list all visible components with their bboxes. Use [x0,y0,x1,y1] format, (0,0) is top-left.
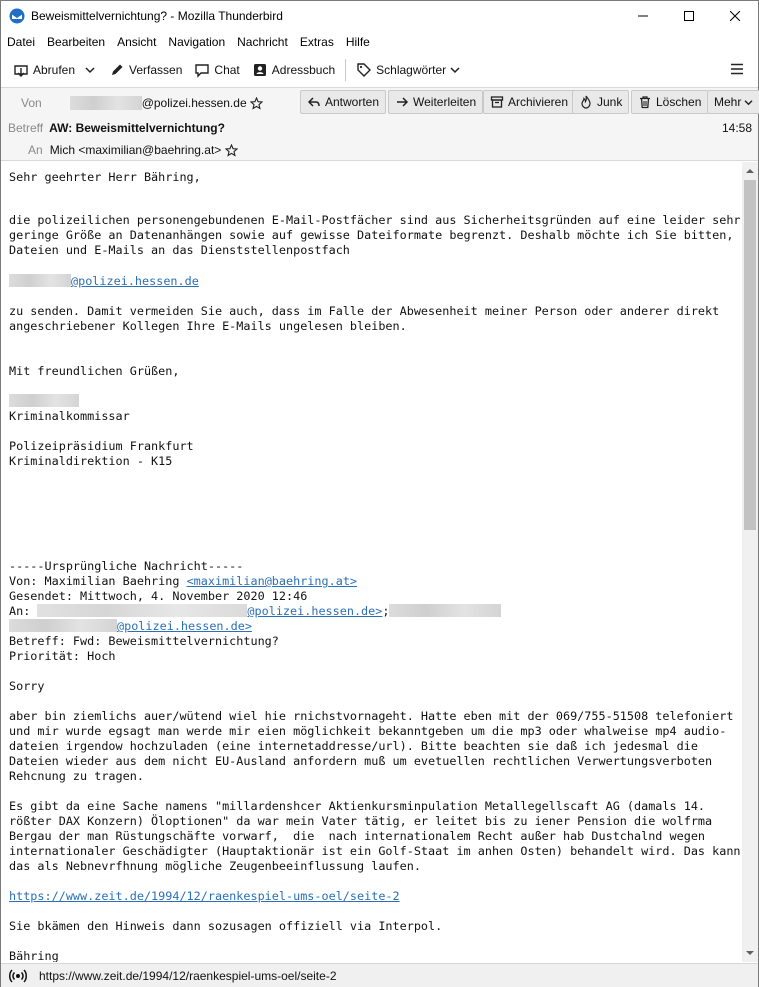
redacted-recipient [389,604,501,617]
reply-button[interactable] [300,90,386,114]
close-icon [730,11,740,21]
body-line: und mir wurde egsagt man werde mir eien möglichkeit bekanntgeben um die mp3 oder whalweise mp4 audio- [9,724,727,738]
body-line: geringe Größe an Datenanhängen sowie auf gewisse Dateiformate begrenzt. Deshalb möchte ich Sie bitten, [9,228,734,242]
menu-ansicht[interactable]: Ansicht [117,35,157,49]
close-button[interactable] [712,1,758,31]
get-mail-button[interactable] [7,57,81,83]
message-body [1,162,742,962]
archive-label: Archivieren [508,95,569,109]
archive-box-icon [490,95,504,109]
title-bar [1,1,758,31]
body-greeting: Sehr geehrter Herr Bähring, [9,170,201,184]
more-button[interactable] [707,90,759,114]
chat-button[interactable] [188,57,245,83]
body-line: angeschriebener Kollegen Ihre E-Mails ungelesen bleiben. [9,319,407,333]
department-mailbox-link[interactable]: @polizei.hessen.de [71,274,199,288]
body-signoff: Bähring [9,949,59,962]
maximize-button[interactable] [666,1,712,31]
tags-label: Schlagwörter [376,63,447,77]
scroll-down-arrow[interactable] [745,948,755,958]
body-sorry: Sorry [9,679,45,693]
from-label: Von [21,96,42,110]
download-icon [13,62,29,78]
more-label: Mehr [714,95,742,109]
junk-flame-icon [579,95,593,109]
quote-from-label: Von: Maximilian Baehring [9,574,187,588]
maximize-icon [684,11,694,21]
body-line: Dateien wieder aus dem nicht EU-Ausland anfordern muß um evetuellen rechtlichen Verwertungsverboten [9,754,713,768]
quote-to-label: An: [9,604,38,618]
address-book-icon [252,62,268,78]
redacted-recipient [9,619,117,632]
quote-to-semicolon: ; [382,604,390,618]
quote-to-email-link[interactable]: @polizei.hessen.de> [117,619,252,633]
quote-to-line [9,604,501,619]
quote-from-email-link[interactable]: <maximilian@baehring.at> [186,574,358,588]
menu-navigation[interactable]: Navigation [168,35,226,49]
department-mailbox-line [9,274,199,289]
reply-arrow-icon [307,95,321,109]
junk-button[interactable] [572,90,629,114]
redacted-mailbox-name [9,274,71,287]
forward-arrow-icon [395,95,409,109]
junk-label: Junk [597,95,623,109]
hamburger-menu-icon[interactable] [730,62,744,76]
quote-separator: -----Ursprüngliche Nachricht----- [9,559,244,573]
toolbar-separator [345,59,346,81]
to-label: An [28,143,43,157]
subject-row [8,118,758,138]
vertical-scrollbar[interactable] [742,162,758,962]
chevron-down-icon [450,66,460,74]
chat-bubble-icon [194,62,210,78]
body-line: Sie bkämen den Hinweis dann sozusagen offiziell via Interpol. [9,919,443,933]
body-line: rößter DAX Konzern) Öloptionen" da war mein Vater tätig, er leitet bis zu iener Pension die wolfrma [9,814,713,828]
thunderbird-app-icon [9,8,25,24]
minimize-icon [638,11,648,21]
menu-hilfe[interactable]: Hilfe [345,35,370,49]
redacted-recipient [37,604,247,617]
quote-to-email-link[interactable]: @polizei.hessen.de> [247,604,383,618]
quote-sent-line: Gesendet: Mittwoch, 4. November 2020 12:46 [9,589,308,603]
scroll-up-arrow[interactable] [745,166,755,176]
star-icon[interactable] [225,144,238,157]
tags-button[interactable] [350,57,466,83]
subject-label: Betreff [8,121,44,135]
body-org: Kriminaldirektion - K15 [9,454,173,468]
minimize-button[interactable] [620,1,666,31]
star-icon[interactable] [250,97,263,110]
status-bar [1,963,758,987]
chevron-down-icon [85,66,95,74]
body-org: Polizeipräsidium Frankfurt [9,439,194,453]
compose-button[interactable] [103,57,188,83]
reply-label: Antworten [325,95,380,109]
forward-label: Weiterleiten [413,95,477,109]
address-book-label: Adressbuch [271,63,336,77]
archive-button[interactable] [483,90,575,114]
compose-label: Verfassen [129,63,183,77]
get-mail-label: Abrufen [33,63,76,77]
redacted-sender-name [70,96,142,110]
window-title: Beweismittelvernichtung? - Mozilla Thunderbird [31,9,283,23]
main-toolbar [1,54,758,86]
menu-bar [1,31,758,53]
get-mail-dropdown[interactable] [81,57,103,83]
quote-subject-line: Betreff: Fwd: Beweismittelvernichtung? [9,634,279,648]
from-row [21,93,263,113]
body-line: Es gibt da eine Sache namens "millardenshcer Aktienkursminpulation Metallegellscaft AG (damals 14. [9,799,706,813]
body-line: zu senden. Damit vermeiden Sie auch, dass im Falle der Abwesenheit meiner Person oder anderer direkt [9,304,720,318]
body-line: Dateien und E-Mails an das Dienststellenpostfach [9,243,350,257]
menu-nachricht[interactable]: Nachricht [237,35,288,49]
body-rank: Kriminalkommissar [9,409,130,423]
delete-button[interactable] [631,90,708,114]
body-line: das als Nebnevrfhnung mögliche Zeugenbeeinflussung laufen. [9,859,421,873]
message-header [1,87,758,161]
forward-button[interactable] [388,90,483,114]
menu-datei[interactable]: Datei [7,35,36,49]
pencil-icon [109,62,125,78]
body-line: Rehcnung zu tragen. [9,769,144,783]
menu-bearbeiten[interactable]: Bearbeiten [47,35,106,49]
chat-label: Chat [214,63,240,77]
body-regards: Mit freundlichen Grüßen, [9,364,180,378]
chevron-down-icon [744,99,753,106]
zeit-article-link[interactable]: https://www.zeit.de/1994/12/raenkespiel-ums-oel/seite-2 [9,889,400,903]
delete-label: Löschen [656,95,702,109]
chevron-down-icon [746,950,754,956]
redacted-signature-name [9,394,79,410]
from-address[interactable]: @polizei.hessen.de [141,96,247,110]
body-line: die polizeilichen personengebundenen E-Mail-Postfächer sind aus Sicherheitsgründen auf eine leider sehr [9,213,741,227]
to-address[interactable]: Mich <maximilian@baehring.at> [49,143,222,157]
scrollbar-thumb[interactable] [744,180,756,530]
message-subject: AW: Beweismittelvernichtung? [49,121,225,135]
body-line: dateien irgendow hochzuladen (eine internetaddresse/url). Bitte beachten sie daß ich jedesmal die [9,739,698,753]
online-status-icon[interactable] [9,969,27,983]
chevron-up-icon [746,168,754,174]
tag-icon [356,62,372,78]
quote-priority-line: Priorität: Hoch [9,649,116,663]
message-time: 14:58 [721,121,752,135]
address-book-button[interactable] [246,57,341,83]
body-line: Bergau der man Rüstungschäfte vorwarf, die nach internationalem Recht außer hab Dustchalnd wegen [9,829,706,843]
body-line: aber bin ziemlichs auer/wütend wiel hie rnichstvornageht. Hatte eben mit der 069/755-51508 telefoniert [9,709,734,723]
to-row [28,140,238,160]
body-line: internationaler Geschädigter (Hauptaktionär ist ein Golf-Staat im anhen Osten) behandelt wird. Das kann [9,844,741,858]
status-url: https://www.zeit.de/1994/12/raenkespiel-ums-oel/seite-2 [39,968,337,983]
quote-from-line [9,574,357,589]
menu-extras[interactable]: Extras [299,35,334,49]
quote-to-line-2 [9,619,252,634]
trash-icon [638,95,652,109]
